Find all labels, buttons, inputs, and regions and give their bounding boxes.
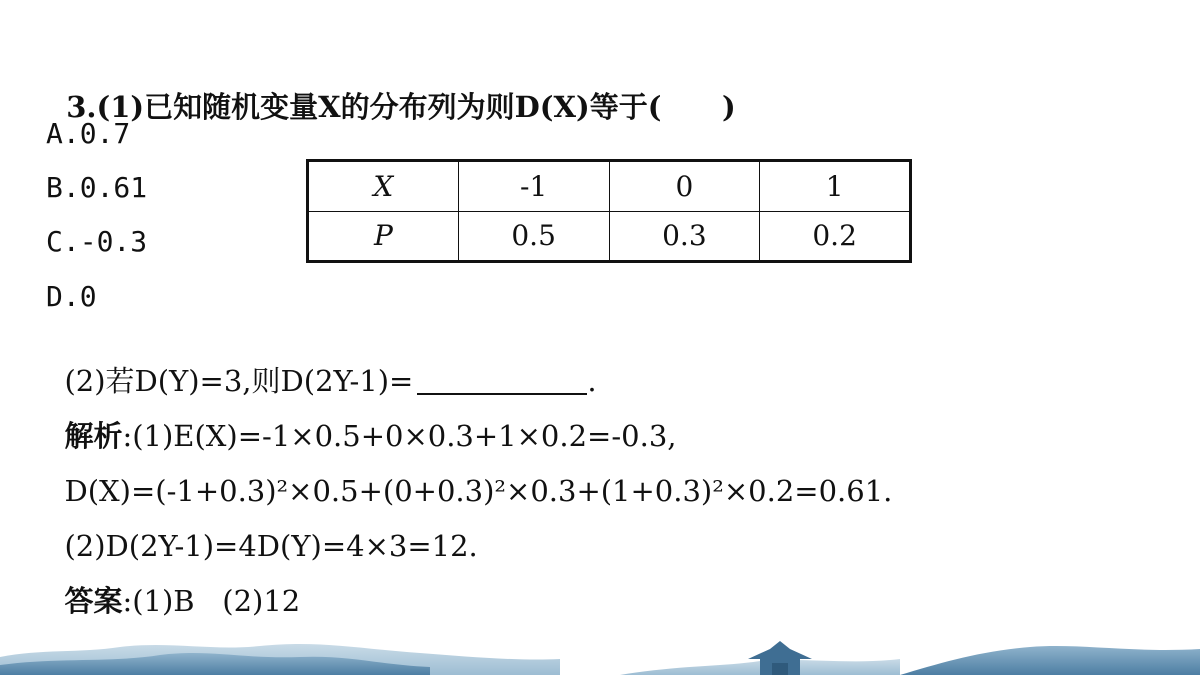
answer-label: 答案 <box>64 584 123 618</box>
solution-line-3 <box>46 503 478 561</box>
table-cell: 0.2 <box>760 211 911 262</box>
solution-line-2 <box>46 448 892 506</box>
solution-label: 解析 <box>64 419 123 453</box>
question-stem <box>46 64 736 122</box>
option-d: D.0 <box>46 280 97 313</box>
question-part2 <box>46 338 597 396</box>
table-row <box>308 161 911 212</box>
table-cell: -1 <box>458 161 609 212</box>
option-b: B.0.61 <box>46 171 148 204</box>
solution-text-2: D(X)=(-1+0.3)²×0.5+(0+0.3)²×0.3+(1+0.3)²×0.2=0.61. <box>64 474 893 508</box>
table-row <box>308 211 911 262</box>
answer-text: :(1)B (2)12 <box>122 584 301 618</box>
option-c: C.-0.3 <box>46 225 148 258</box>
table-cell: 0.3 <box>609 211 760 262</box>
part2-suffix: . <box>587 364 597 398</box>
table-cell: 1 <box>760 161 911 212</box>
solution-text-3: (2)D(2Y-1)=4D(Y)=4×3=12. <box>64 529 478 563</box>
distribution-table <box>306 159 912 263</box>
table-cell: X <box>308 161 459 212</box>
answer-line <box>46 558 300 616</box>
table-cell: 0.5 <box>458 211 609 262</box>
table-cell: P <box>308 211 459 262</box>
option-a: A.0.7 <box>46 117 131 150</box>
part2-text: (2)若D(Y)=3,则D(2Y-1)= <box>64 364 414 398</box>
landscape-banner <box>0 637 1200 675</box>
table-cell: 0 <box>609 161 760 212</box>
solution-line-1 <box>46 393 676 451</box>
question-stem-text: 3.(1)已知随机变量X的分布列为则D(X)等于( ) <box>66 90 736 124</box>
solution-text-1: :(1)E(X)=-1×0.5+0×0.3+1×0.2=-0.3, <box>122 419 677 453</box>
